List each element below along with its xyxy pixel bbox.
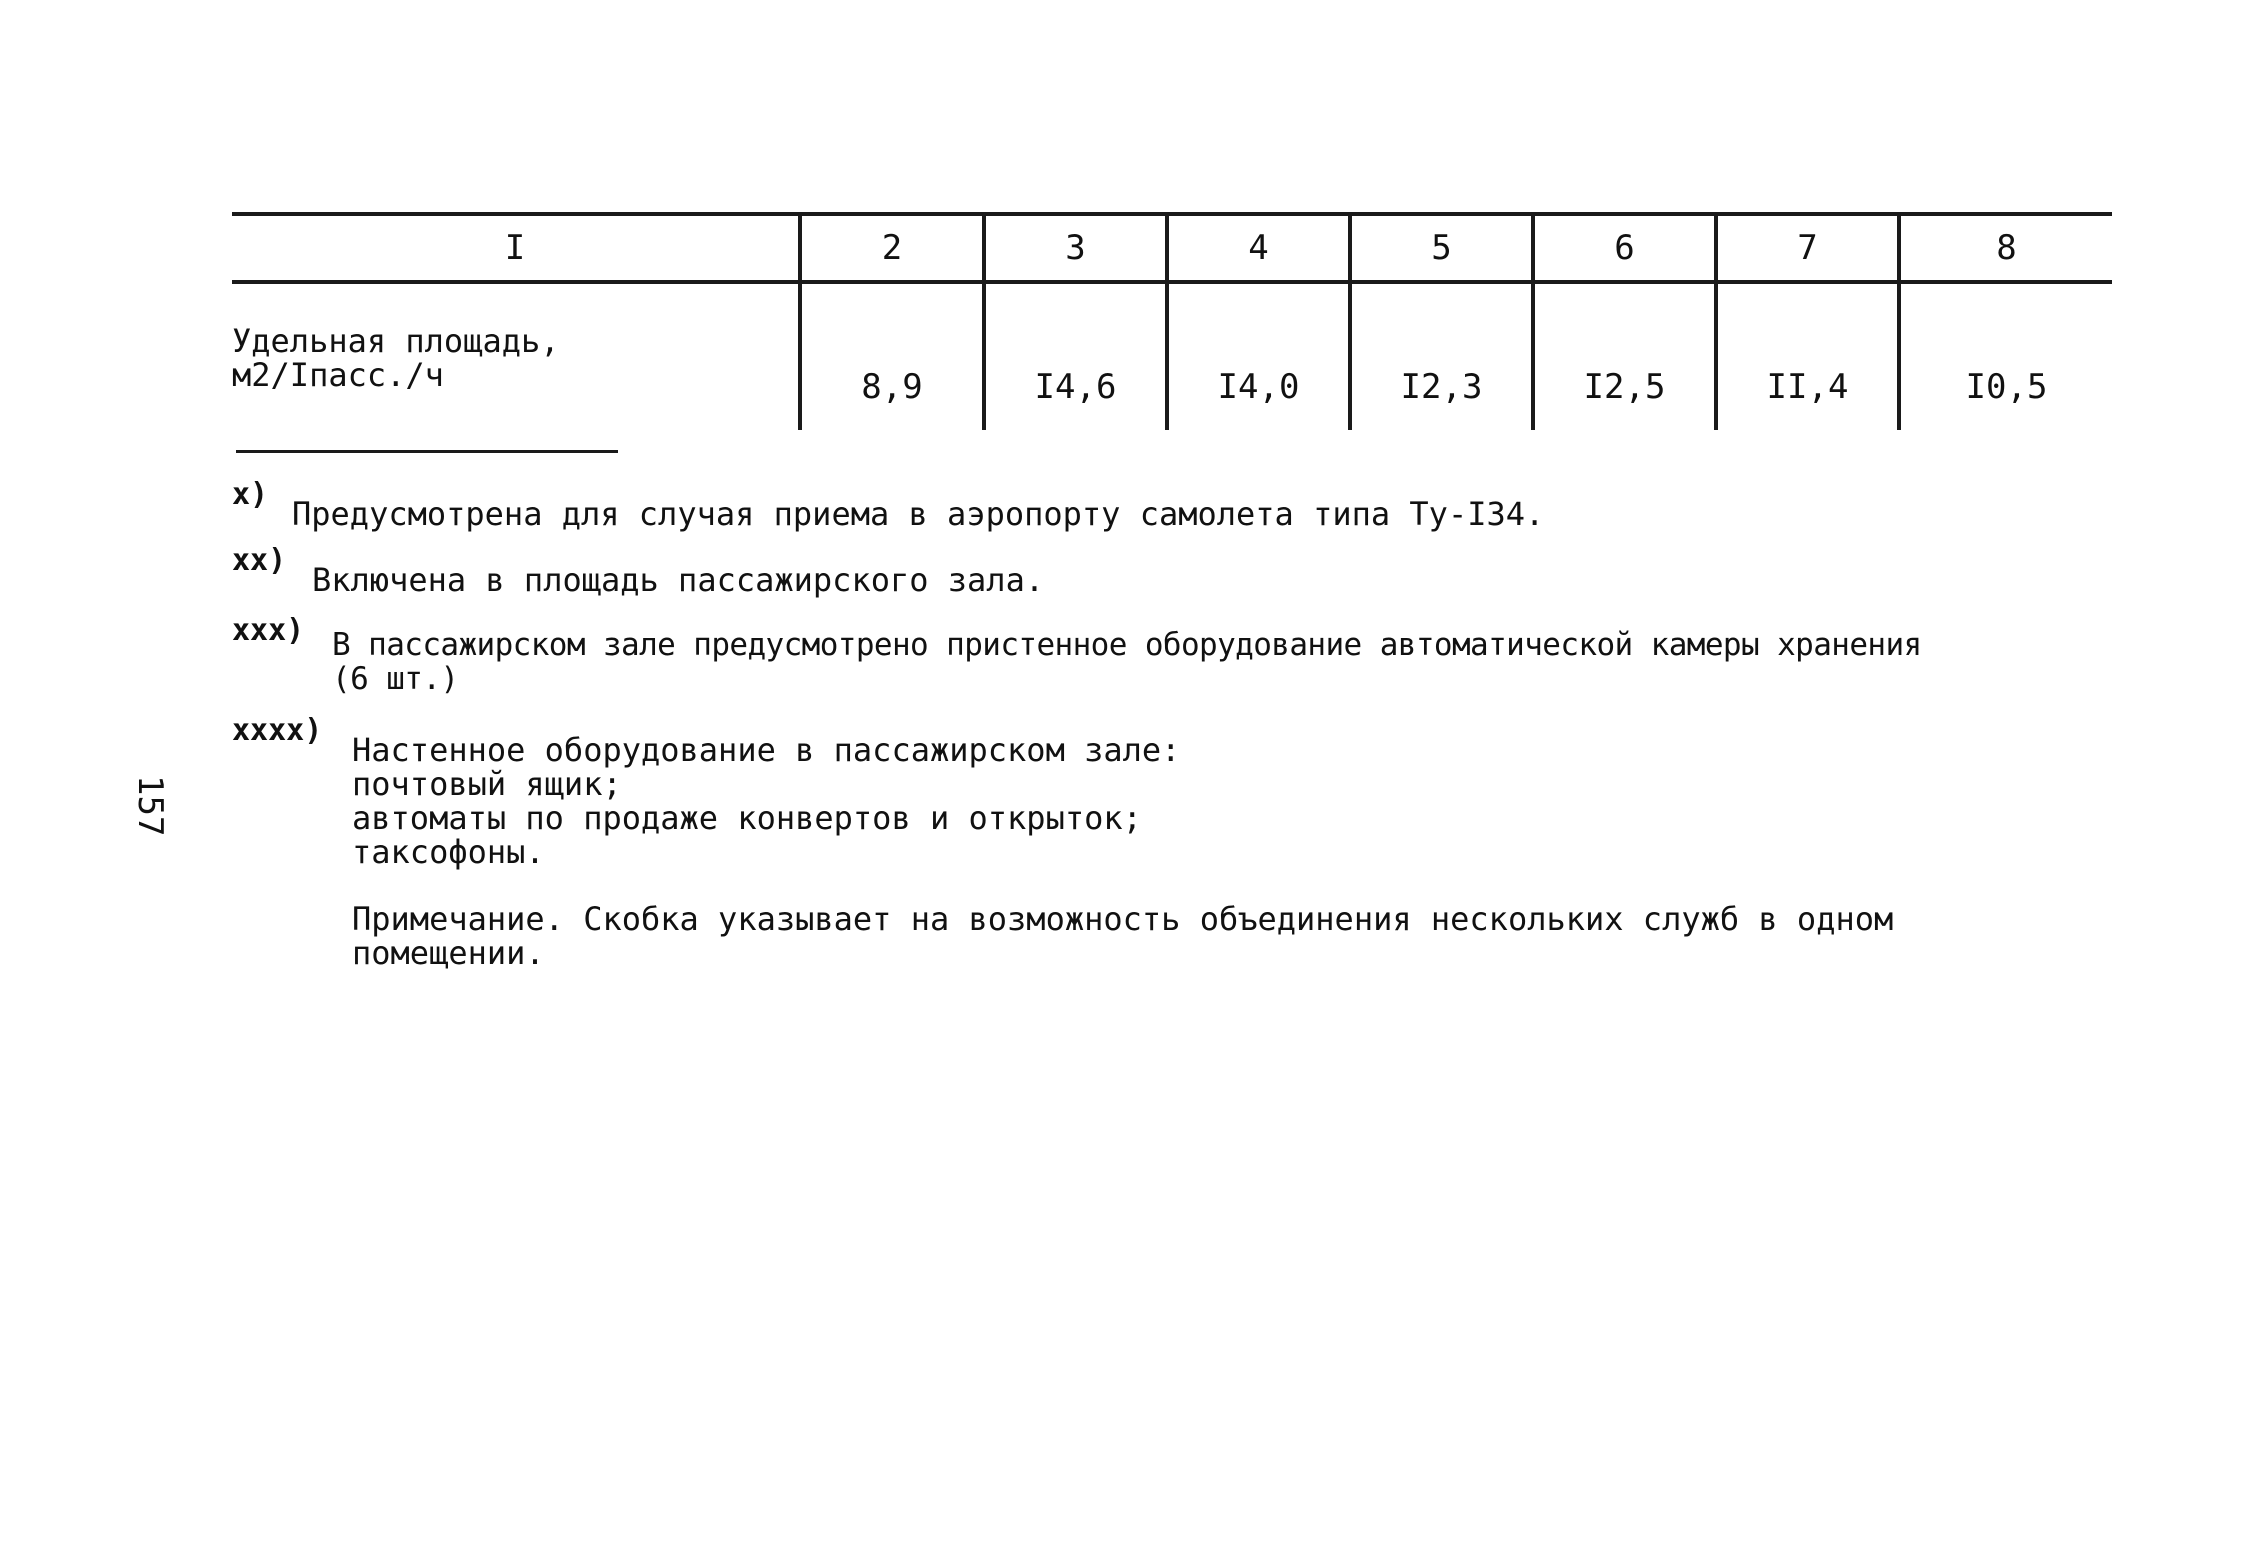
header-cell-6: 6 <box>1614 228 1635 268</box>
footnote-mark-2: xx) <box>232 543 287 578</box>
footnote-1 <box>292 497 1544 531</box>
footnote-mark-4: xxxx) <box>232 713 323 748</box>
header-cell-7: 7 <box>1797 228 1818 268</box>
remark <box>352 902 1893 970</box>
footnote-3 <box>332 628 1922 696</box>
data-table <box>232 212 2112 430</box>
value-cell: I4,6 <box>1034 367 1117 407</box>
footnote-2-line-1: Включена в площадь пассажирского зала. <box>312 561 1045 599</box>
header-cell-8: 8 <box>1996 228 2017 268</box>
header-cell-2: 2 <box>881 228 903 268</box>
row-label <box>232 324 792 392</box>
value-cell: I2,3 <box>1400 367 1483 407</box>
header-cell-4: 4 <box>1248 228 1269 268</box>
value-cell: II,4 <box>1766 367 1849 407</box>
footnote-2 <box>312 563 1044 597</box>
header-cell-1: I <box>504 228 526 268</box>
value-cell: 8,9 <box>861 367 923 407</box>
footnote-separator <box>236 450 618 453</box>
footnote-4 <box>352 733 1180 869</box>
value-cell: I0,5 <box>1965 367 2048 407</box>
row-label-line-2: м2/Iпасс./ч <box>232 356 444 394</box>
footnote-4-line-1: Настенное оборудование в пассажирском зале: <box>352 731 1181 769</box>
footnote-mark-3: xxx) <box>232 613 305 648</box>
footnote-mark-1: x) <box>232 477 269 512</box>
footnote-4-line-2: почтовый ящик; <box>352 765 622 803</box>
footnote-3-line-2: (6 шт.) <box>332 661 459 697</box>
header-cell-3: 3 <box>1065 228 1086 268</box>
footnote-4-line-4: таксофоны. <box>352 833 545 871</box>
row-label-line-1: Удельная площадь, <box>232 322 560 360</box>
page-number: 157 <box>130 775 170 837</box>
footnote-3-line-1: В пассажирском зале предусмотрено пристенное оборудование автоматической камеры хранения <box>332 627 1922 663</box>
value-cell: I2,5 <box>1583 367 1666 407</box>
value-cell: I4,0 <box>1217 367 1300 407</box>
remark-line-1: Примечание. Скобка указывает на возможность объединения нескольких служб в одном <box>352 900 1894 938</box>
header-cell-5: 5 <box>1431 228 1452 268</box>
table-header-rule <box>232 280 2112 284</box>
footnote-4-line-3: автоматы по продаже конвертов и открыток; <box>352 799 1142 837</box>
footnote-1-line-1: Предусмотрена для случая приема в аэропорту самолета типа Ту-I34. <box>292 495 1545 533</box>
table-top-rule <box>232 212 2112 216</box>
remark-line-2: помещении. <box>352 934 545 972</box>
